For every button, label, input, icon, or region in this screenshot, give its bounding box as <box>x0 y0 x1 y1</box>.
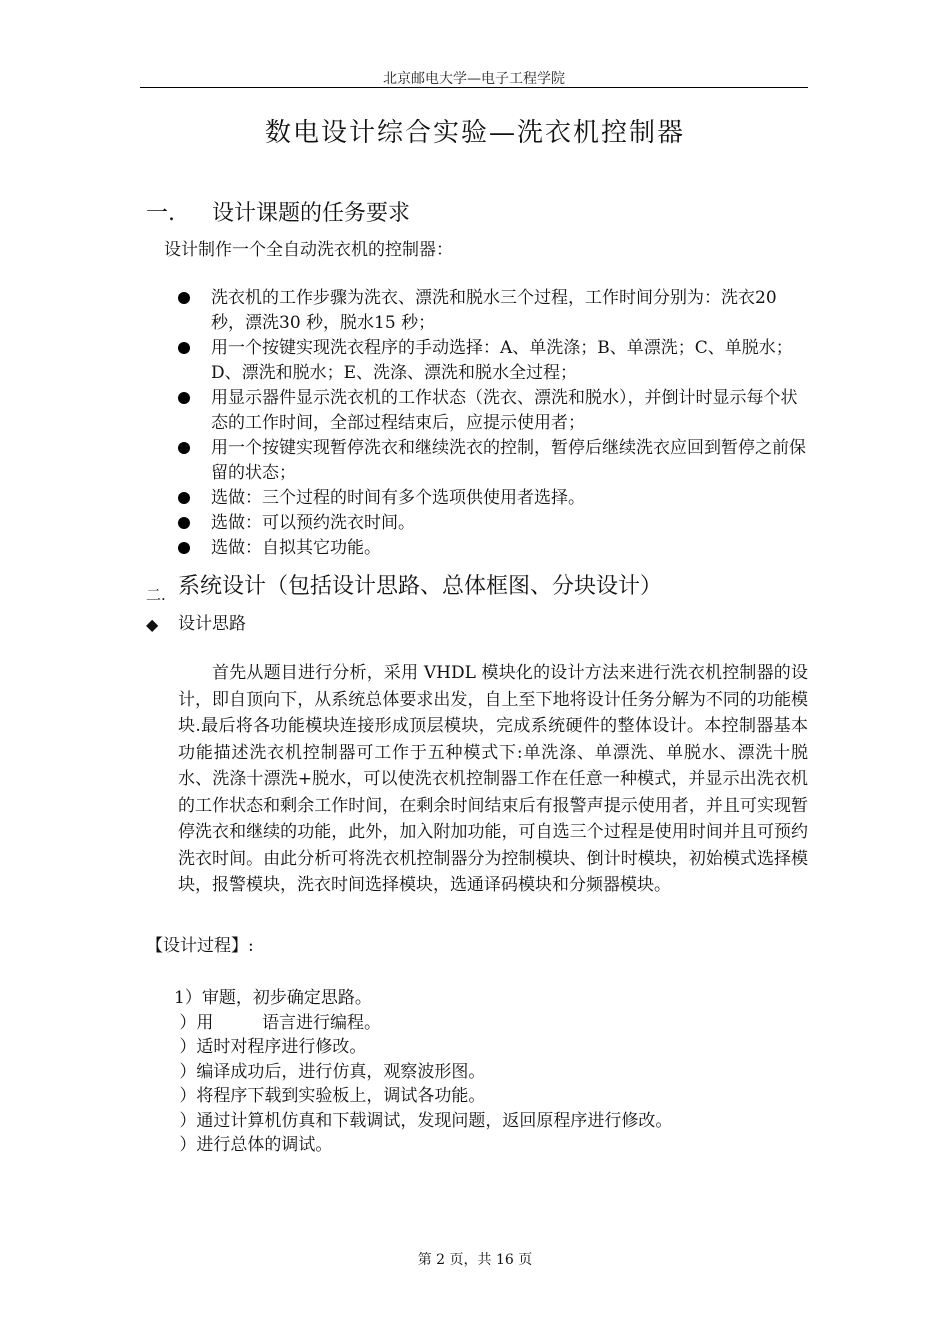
design-idea-paragraph: 首先从题目进行分析，采用 VHDL 模块化的设计方法来进行洗衣机控制器的设计，即自顶向下，从系统总体要求出发，自上至下地将设计任务分解为不同的功能模块.最后将各功能模块连接形成顶层模块，完成系统硬件的整体设计。本控制器基本功能描述洗衣机控制器可工作于五种模式下:单洗涤、单漂洗、单脱水、漂洗十脱水、洗涤十漂洗+脱水，可以使洗衣机控制器工作在任意一种模式，并显示出洗衣机的工作状态和剩余工作时间，在剩余时间结束后有报警声提示使用者，并且可实现暂停洗衣和继续的功能，此外，加入附加功能，可自选三个过程是使用时间并且可预约洗衣时间。由此分析可将洗衣机控制器分为控制模块、倒计时模块，初始模式选择模块，报警模块，洗衣时间选择模块，选通译码模块和分频器模块。 <box>178 663 808 895</box>
process-step: ）编译成功后，进行仿真，观察波形图。 <box>174 1061 486 1082</box>
process-heading: 【设计过程】: <box>146 936 254 956</box>
header-rule <box>140 87 808 88</box>
requirement-item: 洗衣机的工作步骤为洗衣、漂洗和脱水三个过程，工作时间分别为：洗衣20秒，漂洗30 秒，脱水15 秒； <box>178 286 808 336</box>
bullet-dot-icon <box>178 442 190 454</box>
section-1-intro: 设计制作一个全自动洗衣机的控制器： <box>164 240 453 260</box>
bullet-dot-icon <box>178 392 190 404</box>
bullet-dot-icon <box>178 342 190 354</box>
requirement-item: 选做：三个过程的时间有多个选项供使用者选择。 <box>178 486 808 511</box>
subsection-heading: 设计思路 <box>178 614 246 634</box>
requirement-item: 选做：自拟其它功能。 <box>178 536 808 561</box>
process-step: ）用 语言进行编程。 <box>174 1012 382 1033</box>
process-step: ）进行总体的调试。 <box>174 1135 333 1155</box>
diamond-bullet-icon: ◆ <box>146 615 159 634</box>
requirement-item: 选做：可以预约洗衣时间。 <box>178 511 808 536</box>
bullet-dot-icon <box>178 292 190 304</box>
section-1-heading: 设计课题的任务要求 <box>212 201 411 226</box>
page-header: 北京邮电大学—电子工程学院 <box>383 71 565 87</box>
bullet-dot-icon <box>178 517 190 529</box>
section-2-number: 二. <box>146 586 166 604</box>
bullet-dot-icon <box>178 542 190 554</box>
requirement-item: 用显示器件显示洗衣机的工作状态（洗衣、漂洗和脱水），并倒计时显示每个状态的工作时间，全部过程结束后，应提示使用者； <box>178 386 808 436</box>
page-footer: 第 2 页，共 16 页 <box>417 1252 533 1268</box>
document-title: 数电设计综合实验—洗衣机控制器 <box>264 118 685 148</box>
process-step: ）通过计算机仿真和下载调试，发现问题，返回原程序进行修改。 <box>174 1110 673 1131</box>
requirements-list <box>178 286 808 561</box>
process-step: 1）审题，初步确定思路。 <box>174 988 372 1008</box>
section-1-number: 一. <box>146 201 175 226</box>
section-2-heading: 系统设计（包括设计思路、总体框图、分块设计） <box>178 574 663 599</box>
process-step: ）将程序下载到实验板上，调试各功能。 <box>174 1086 486 1106</box>
requirement-item: 用一个按键实现暂停洗衣和继续洗衣的控制，暂停后继续洗衣应回到暂停之前保留的状态； <box>178 436 808 486</box>
process-step: ）适时对程序进行修改。 <box>174 1037 367 1057</box>
requirement-item: 用一个按键实现洗衣程序的手动选择：A、单洗涤；B、单漂洗；C、单脱水；D、漂洗和脱水；E、洗涤、漂洗和脱水全过程； <box>178 336 808 386</box>
process-steps <box>174 986 672 1158</box>
bullet-dot-icon <box>178 492 190 504</box>
